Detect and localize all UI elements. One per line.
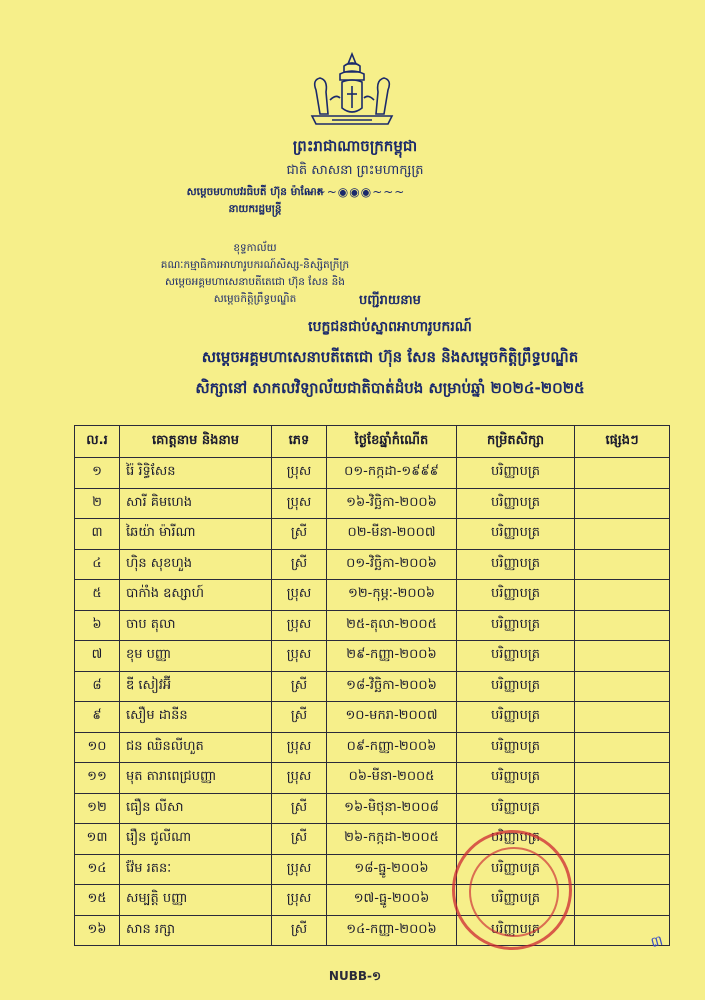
study-level: បរិញ្ញាបត្រ bbox=[457, 458, 575, 489]
study-level: បរិញ្ញាបត្រ bbox=[457, 610, 575, 641]
table-row bbox=[75, 732, 670, 763]
student-sex: ប្រុស bbox=[272, 641, 327, 672]
issuer-name: សម្តេចមហាបវរធិបតី ហ៊ុន ម៉ាណែត bbox=[186, 186, 324, 198]
study-level: បរិញ្ញាបត្រ bbox=[457, 854, 575, 885]
handwritten-mark: ៣ bbox=[649, 932, 665, 952]
student-name: វ៉ែម រតនៈ bbox=[120, 854, 272, 885]
university-and-year: សិក្សានៅ សាកលវិទ្យាល័យជាតិបាត់ដំបង សម្រាប់ឆ្នាំ ២០២៤-២០២៥ bbox=[195, 379, 585, 397]
table-row bbox=[75, 458, 670, 489]
table-row bbox=[75, 702, 670, 733]
birth-date: ០៦-មីនា-២០០៥ bbox=[327, 763, 457, 794]
row-number: ១៦ bbox=[75, 915, 120, 946]
student-name: សឿម ដានីន bbox=[120, 702, 272, 733]
remarks bbox=[575, 885, 670, 916]
student-name: ឌី សៀវអ៊ី bbox=[120, 671, 272, 702]
row-number: ១៤ bbox=[75, 854, 120, 885]
student-sex: ប្រុស bbox=[272, 610, 327, 641]
row-number: ១១ bbox=[75, 763, 120, 794]
remarks bbox=[575, 763, 670, 794]
remarks bbox=[575, 732, 670, 763]
birth-date: ១២-កុម្ភៈ-២០០៦ bbox=[327, 580, 457, 611]
kingdom-title: ព្រះរាជាណាចក្រកម្ពុជា bbox=[292, 137, 418, 155]
row-number: ១៣ bbox=[75, 824, 120, 855]
table-row bbox=[75, 915, 670, 946]
study-level: បរិញ្ញាបត្រ bbox=[457, 519, 575, 550]
birth-date: ២៩-កញ្ញា-២០០៦ bbox=[327, 641, 457, 672]
committee-line-1: គណៈកម្មាធិការអាហារូបករណ៍សិស្ស-និស្សិតក្រីក្រ bbox=[160, 259, 350, 271]
row-number: ៦ bbox=[75, 610, 120, 641]
table-body bbox=[75, 458, 670, 946]
birth-date: ០១-វិច្ឆិកា-២០០៦ bbox=[327, 549, 457, 580]
table-row bbox=[75, 763, 670, 794]
header-level: កម្រិតសិក្សា bbox=[457, 426, 575, 458]
study-level: បរិញ្ញាបត្រ bbox=[457, 732, 575, 763]
student-sex: ប្រុស bbox=[272, 885, 327, 916]
student-name: ជន ឈិនលីហួត bbox=[120, 732, 272, 763]
table-row bbox=[75, 854, 670, 885]
row-number: ១ bbox=[75, 458, 120, 489]
table-row bbox=[75, 641, 670, 672]
document-subtitle: បេក្ខជនជាប់ស្នាពអាហារូបករណ៍ bbox=[308, 319, 472, 335]
birth-date: ០២-មីនា-២០០៧ bbox=[327, 519, 457, 550]
student-sex: ប្រុស bbox=[272, 488, 327, 519]
row-number: ៨ bbox=[75, 671, 120, 702]
student-sex: ប្រុស bbox=[272, 854, 327, 885]
student-sex: ស្រី bbox=[272, 793, 327, 824]
row-number: ២ bbox=[75, 488, 120, 519]
remarks bbox=[575, 458, 670, 489]
page-code: NUBB-១ bbox=[328, 969, 382, 983]
table-row bbox=[75, 610, 670, 641]
birth-date: ១៤-កញ្ញា-២០០៦ bbox=[327, 915, 457, 946]
birth-date: ១៨-វិច្ឆិកា-២០០៦ bbox=[327, 671, 457, 702]
issuer-block bbox=[155, 184, 355, 218]
header-no: ល.រ bbox=[75, 426, 120, 458]
student-name: សម្បត្តិ បញ្ញា bbox=[120, 885, 272, 916]
committee-line-3: សម្តេចកិត្តិព្រឹទ្ធបណ្ឌិត bbox=[213, 293, 297, 305]
official-seal-icon bbox=[452, 830, 572, 950]
student-sex: ស្រី bbox=[272, 519, 327, 550]
student-name: ធឿន លីសា bbox=[120, 793, 272, 824]
student-name: ខុម បញ្ញា bbox=[120, 641, 272, 672]
row-number: ១៥ bbox=[75, 885, 120, 916]
birth-date: ១៨-ធ្នូ-២០០៦ bbox=[327, 854, 457, 885]
birth-date: ១៦-មិថុនា-២០០៨ bbox=[327, 793, 457, 824]
remarks bbox=[575, 702, 670, 733]
table-header-row bbox=[75, 426, 670, 458]
office-name: ខុទ្ទកាល័យ bbox=[233, 242, 277, 254]
issuer-title: នាយករដ្ឋមន្ត្រី bbox=[228, 203, 282, 215]
committee-line-2: សម្តេចអគ្គមហាសេនាបតីតេជោ ហ៊ុន សែន និង bbox=[165, 276, 345, 288]
remarks bbox=[575, 610, 670, 641]
student-sex: ស្រី bbox=[272, 915, 327, 946]
study-level: បរិញ្ញាបត្រ bbox=[457, 641, 575, 672]
birth-date: ១៧-ធ្នូ-២០០៦ bbox=[327, 885, 457, 916]
student-name: ចាប តុលា bbox=[120, 610, 272, 641]
student-sex: ស្រី bbox=[272, 702, 327, 733]
row-number: ៩ bbox=[75, 702, 120, 733]
table-row bbox=[75, 824, 670, 855]
header-sex: ភេទ bbox=[272, 426, 327, 458]
birth-date: ០៩-កញ្ញា-២០០៦ bbox=[327, 732, 457, 763]
study-level: បរិញ្ញាបត្រ bbox=[457, 488, 575, 519]
student-name: រ៉ៃ រិទ្ធិសែន bbox=[120, 458, 272, 489]
remarks bbox=[575, 671, 670, 702]
student-sex: ស្រី bbox=[272, 824, 327, 855]
study-level: បរិញ្ញាបត្រ bbox=[457, 763, 575, 794]
student-sex: ប្រុស bbox=[272, 763, 327, 794]
student-name: សារី គិមហេង bbox=[120, 488, 272, 519]
remarks bbox=[575, 641, 670, 672]
table-row bbox=[75, 519, 670, 550]
remarks bbox=[575, 549, 670, 580]
table-row bbox=[75, 549, 670, 580]
student-sex: ប្រុស bbox=[272, 732, 327, 763]
remarks bbox=[575, 824, 670, 855]
table-row bbox=[75, 488, 670, 519]
student-name: សាន រក្សា bbox=[120, 915, 272, 946]
student-name: បាក់ាំង ឧស្សាហ៍ bbox=[120, 580, 272, 611]
remarks bbox=[575, 854, 670, 885]
header-name: គោត្តនាម និងនាម bbox=[120, 426, 272, 458]
decorative-ornament: ~~~◉◉◉~~~ bbox=[304, 185, 406, 199]
table-row bbox=[75, 793, 670, 824]
study-level: បរិញ្ញាបត្រ bbox=[457, 793, 575, 824]
remarks bbox=[575, 488, 670, 519]
student-sex: ស្រី bbox=[272, 671, 327, 702]
row-number: ៤ bbox=[75, 549, 120, 580]
row-number: ៧ bbox=[75, 641, 120, 672]
birth-date: ១៦-វិច្ឆិកា-២០០៦ bbox=[327, 488, 457, 519]
document-title: បញ្ជីរាយនាម bbox=[359, 293, 421, 308]
remarks bbox=[575, 519, 670, 550]
scholarship-name: សម្តេចអគ្គមហាសេនាបតីតេជោ ហ៊ុន សែន និងសម្តេចកិត្តិព្រឹទ្ធបណ្ឌិត bbox=[201, 348, 579, 366]
birth-date: ២៦-កក្កដា-២០០៥ bbox=[327, 824, 457, 855]
study-level: បរិញ្ញាបត្រ bbox=[457, 824, 575, 855]
birth-date: ២៥-តុលា-២០០៥ bbox=[327, 610, 457, 641]
birth-date: ១០-មករា-២០០៧ bbox=[327, 702, 457, 733]
study-level: បរិញ្ញាបត្រ bbox=[457, 580, 575, 611]
student-roster-table bbox=[74, 425, 670, 946]
study-level: បរិញ្ញាបត្រ bbox=[457, 549, 575, 580]
student-name: រឿន ជូលីណា bbox=[120, 824, 272, 855]
remarks bbox=[575, 793, 670, 824]
student-name: ឆៃយ៉ា ម៉ារីណា bbox=[120, 519, 272, 550]
table-row bbox=[75, 885, 670, 916]
table-row bbox=[75, 671, 670, 702]
student-sex: ស្រី bbox=[272, 549, 327, 580]
birth-date: ០១-កក្កដា-១៩៩៩ bbox=[327, 458, 457, 489]
remarks bbox=[575, 580, 670, 611]
study-level: បរិញ្ញាបត្រ bbox=[457, 915, 575, 946]
study-level: បរិញ្ញាបត្រ bbox=[457, 702, 575, 733]
student-name: ហ៊ិន សុខហួង bbox=[120, 549, 272, 580]
header-other: ផ្សេងៗ bbox=[575, 426, 670, 458]
header-dob: ថ្ងៃខែឆ្នាំកំណើត bbox=[327, 426, 457, 458]
row-number: ៥ bbox=[75, 580, 120, 611]
study-level: បរិញ្ញាបត្រ bbox=[457, 885, 575, 916]
national-motto: ជាតិ សាសនា ព្រះមហាក្សត្រ bbox=[286, 163, 424, 178]
study-level: បរិញ្ញាបត្រ bbox=[457, 671, 575, 702]
student-name: មុត តារាពេជ្របញ្ញា bbox=[120, 763, 272, 794]
table-row bbox=[75, 580, 670, 611]
student-sex: ប្រុស bbox=[272, 458, 327, 489]
row-number: ៣ bbox=[75, 519, 120, 550]
row-number: ១២ bbox=[75, 793, 120, 824]
royal-emblem-icon bbox=[302, 50, 402, 132]
student-sex: ប្រុស bbox=[272, 580, 327, 611]
row-number: ១០ bbox=[75, 732, 120, 763]
